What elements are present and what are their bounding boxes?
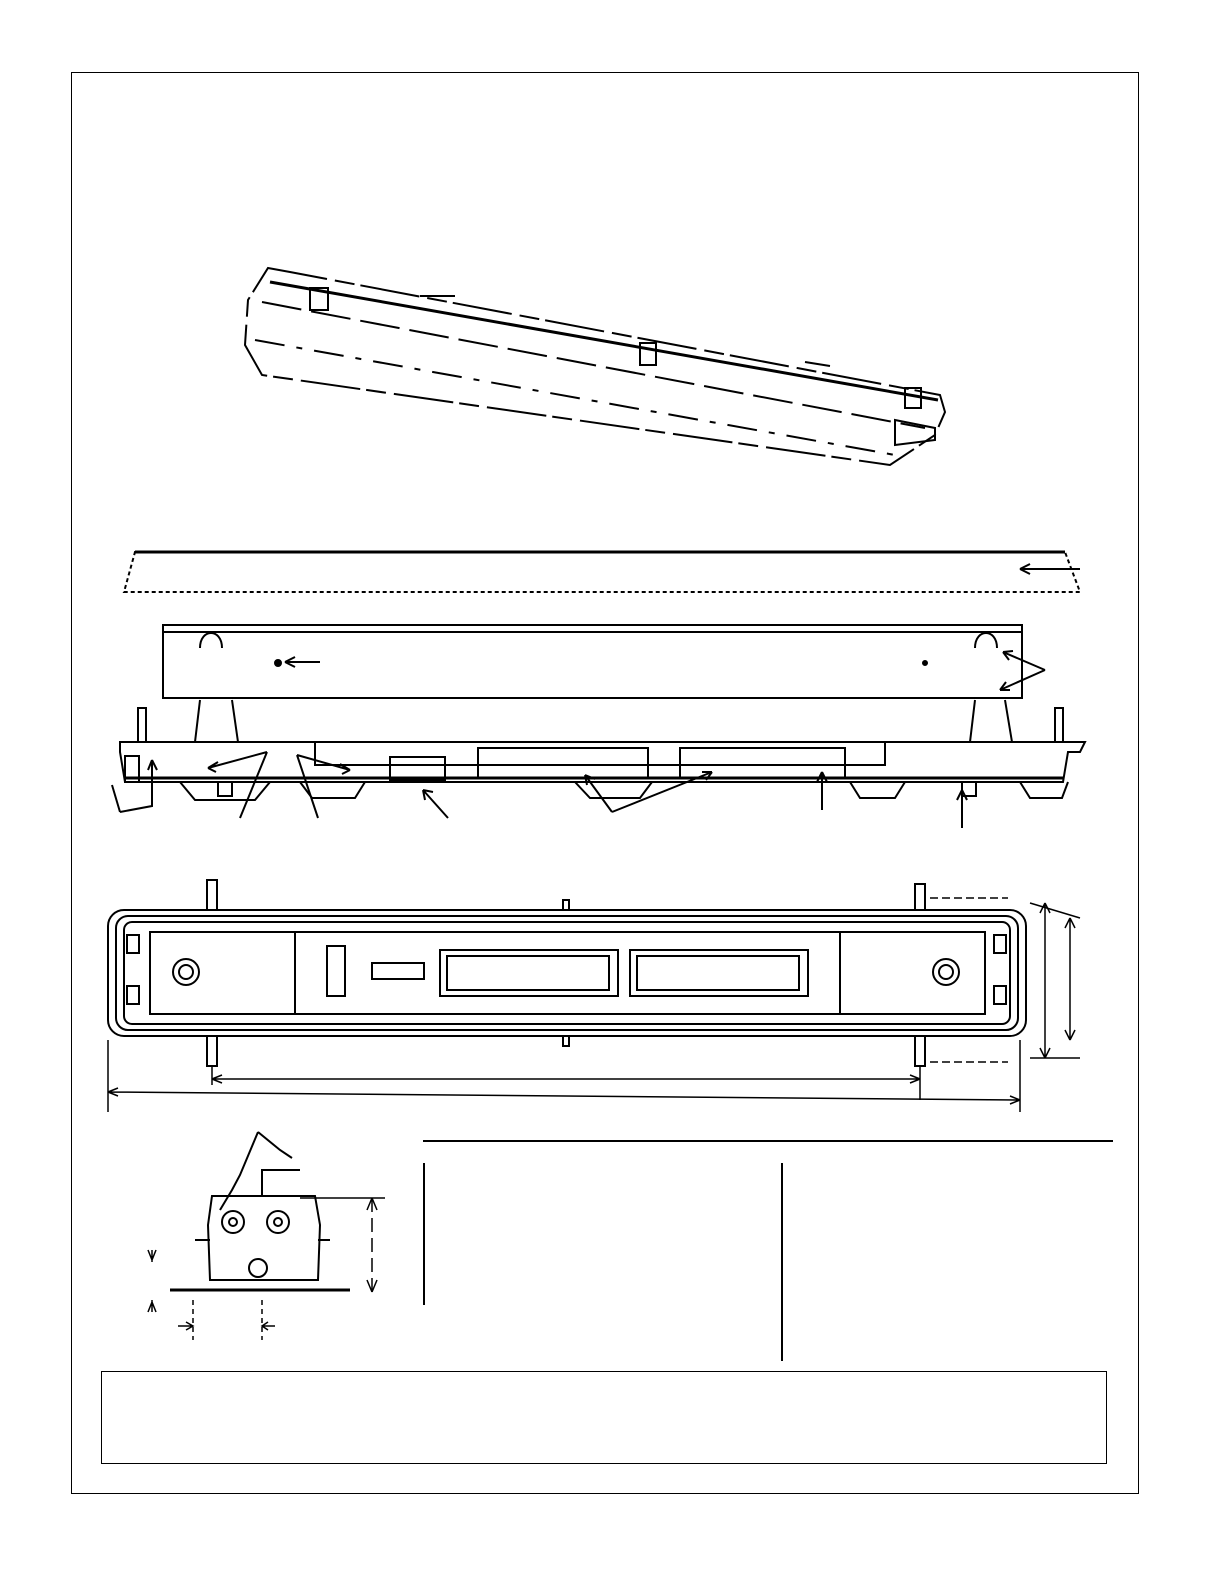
footer-note-box — [101, 1371, 1107, 1464]
spec-column-left — [440, 1170, 770, 1350]
housing-body — [120, 700, 1085, 800]
spec-divider-right — [781, 1163, 783, 1361]
spec-column-right — [795, 1170, 1105, 1350]
callout-arrows — [112, 752, 967, 828]
spec-divider-left — [423, 1163, 425, 1305]
lens-arrow — [1020, 564, 1080, 574]
perspective-fixture — [245, 268, 945, 465]
reflector-arrows — [285, 651, 1045, 690]
spec-header-rule — [423, 1140, 1113, 1142]
end-section — [170, 1132, 350, 1290]
lens-cover — [124, 552, 1080, 592]
plan-housing — [108, 880, 1026, 1066]
plan-dimensions — [108, 898, 1080, 1112]
